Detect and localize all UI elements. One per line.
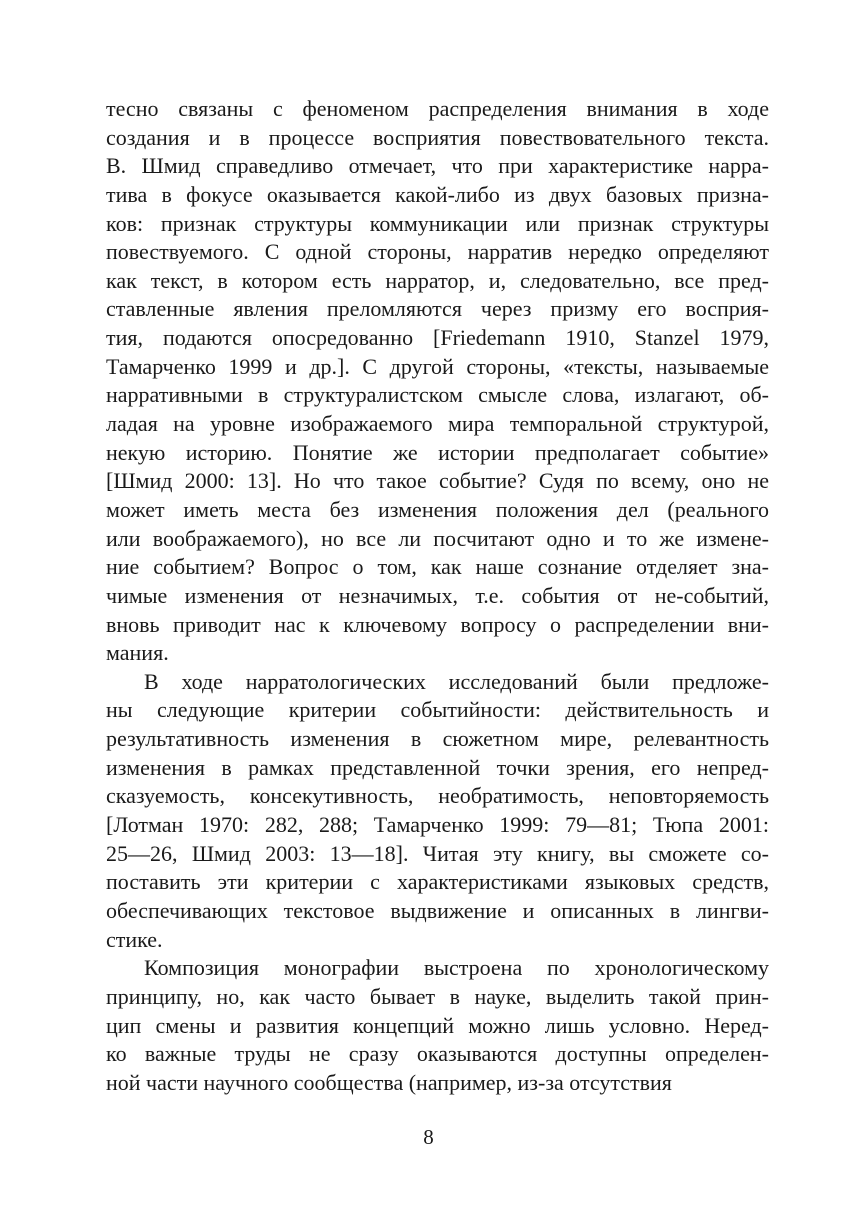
text-line: ной части научного сообщества (например, из-за отсутствия [106, 1069, 672, 1095]
text-line: ны следующие критерии событийности: действительность и [106, 697, 769, 723]
text-line: обеспечивающих текстовое выдвижение и описанных в лингви- [106, 897, 769, 923]
text-line: как текст, в котором есть нарратор, и, следовательно, все пред- [106, 267, 769, 293]
text-line: 25—26, Шмид 2003: 13—18]. Читая эту книгу, вы сможете со- [106, 840, 769, 866]
text-line: изменения в рамках представленной точки зрения, его непред- [106, 754, 769, 780]
text-line: Композиция монографии выстроена по хронологическому [144, 955, 769, 981]
text-line: мания. [106, 640, 169, 666]
page-number: 8 [423, 1125, 434, 1149]
text-line: поставить эти критерии с характеристиками языковых средств, [106, 869, 769, 895]
text-line: Тамарченко 1999 и др.]. С другой стороны, «тексты, называемые [106, 353, 769, 379]
text-line: В ходе нарратологических исследований были предложе- [144, 668, 769, 694]
text-line: нарративными в структуралистском смысле слова, излагают, об- [106, 382, 769, 408]
text-line: ладая на уровне изображаемого мира темпоральной структурой, [106, 411, 769, 437]
text-line: ние событием? Вопрос о том, как наше сознание отделяет зна- [106, 554, 769, 580]
text-line: ко важные труды не сразу оказываются доступны определен- [106, 1041, 769, 1067]
text-line: некую историю. Понятие же истории предполагает событие» [106, 439, 769, 465]
text-line: стике. [106, 926, 163, 952]
text-line: тия, подаются опосредованно [Friedemann 1910, Stanzel 1979, [106, 325, 769, 351]
text-line: вновь приводит нас к ключевому вопросу о распределении вни- [106, 611, 769, 637]
text-line: ков: признак структуры коммуникации или признак структуры [106, 210, 769, 236]
text-line: [Шмид 2000: 13]. Но что такое событие? Судя по всему, оно не [106, 468, 769, 494]
paragraph [106, 95, 769, 668]
text-line: повествуемого. С одной стороны, нарратив нередко определяют [106, 239, 769, 265]
text-line: может иметь места без изменения положения дел (реального [106, 496, 769, 522]
text-line: принципу, но, как часто бывает в науке, выделить такой прин- [106, 983, 769, 1009]
text-line: тесно связаны с феноменом распределения внимания в ходе [106, 96, 769, 121]
text-line: В. Шмид справедливо отмечает, что при характеристике нарра- [106, 153, 769, 179]
text-line: создания и в процессе восприятия повествовательного текста. [106, 124, 769, 150]
paragraph [106, 668, 769, 954]
text-line: сказуемость, консекутивность, необратимость, неповторяемость [106, 783, 769, 809]
text-line: или воображаемого), но все ли посчитают одно и то же измене- [106, 525, 769, 551]
text-line: ставленные явления преломляются через призму его восприя- [106, 296, 769, 322]
text-line: цип смены и развития концепций можно лишь условно. Неред- [106, 1012, 769, 1038]
text-line: [Лотман 1970: 282, 288; Тамарченко 1999: 79—81; Тюпа 2001: [106, 812, 769, 838]
text-line: тива в фокусе оказывается какой-либо из двух базовых призна- [106, 181, 769, 207]
text-line: чимые изменения от незначимых, т.е. события от не-событий, [106, 582, 769, 608]
paragraph [106, 954, 769, 1097]
body-text [106, 95, 769, 1097]
text-line: результативность изменения в сюжетном мире, релевантность [106, 726, 769, 752]
